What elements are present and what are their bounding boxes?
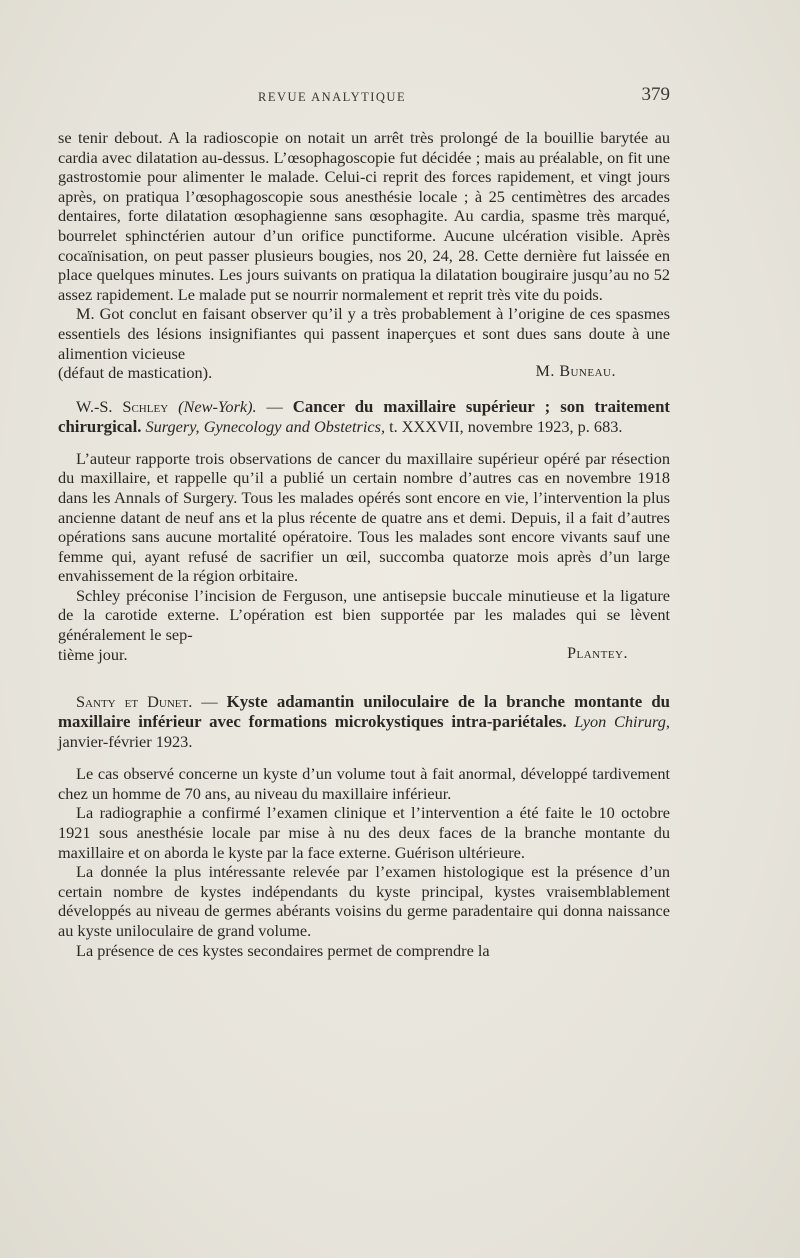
journal-ref: janvier-février 1923. (58, 732, 193, 752)
signature: Plantey. (567, 644, 628, 662)
dash: — (256, 396, 293, 416)
author-place: (New-York). (178, 396, 257, 416)
citation (58, 692, 670, 752)
paragraph-last-line: tième jour. (58, 644, 128, 664)
paragraph-last-line: (défaut de mastication). (58, 363, 213, 383)
journal-ref: t. XXXVII, novembre 1923, p. 683. (389, 416, 623, 436)
article-heading (58, 692, 670, 752)
page-number: 379 (641, 84, 670, 105)
citation (58, 397, 670, 437)
section-continuation (58, 128, 670, 383)
paragraph: La donnée la plus intéressante relevée par l’examen histologique est la présence d’un certain nombre de kystes indépendants du kyste principal, kystes vraisemblablement développés au niveau de germes abérants voisins du germe paradentaire qui donna naissance au kyste uniloculaire de grand volume. (58, 862, 670, 940)
signature-line (58, 363, 670, 383)
section-article-2 (58, 449, 670, 665)
dash: — (192, 692, 227, 712)
signature-line (58, 645, 670, 665)
paragraph: se tenir debout. A la radioscopie on notait un arrêt très prolongé de la bouillie barytée au cardia avec dilatation au-dessus. L’œsophagoscopie fut décidée ; mais au préalable, on fit une gastrostomie pour alimenter le malade. Celui-ci reprit des forces rapidement, et vingt jours après, on pratiqua l’œsophagoscopie sous anesthésie locale ; à 25 centimètres des arcades dentaires, forte dilatation œsophagienne sans œsophagite. Au cardia, spasme très marqué, bourrelet sphinctérien autour d’un orifice punctiforme. Aucune ulcération visible. Après cocaïnisation, on peut passer plusieurs bougies, nos 20, 24, 28. Cette dernière fut laissée en place quelques minutes. Les jours suivants on pratiqua la dilatation bougiraire jusqu’au no 52 assez rapidement. Le malade put se nourrir normalement et reprit très vite du poids. (58, 128, 670, 304)
paragraph: La radiographie a confirmé l’examen clinique et l’intervention a été faite le 10 octobre 1921 sous anesthésie locale par mise à nu des deux faces de la branche montante du maxillaire et on aborda le kyste par la face externe. Guérison ultérieure. (58, 803, 670, 862)
author-names: Santy et Dunet. (76, 692, 193, 712)
journal-name: Lyon Chirurg, (574, 712, 670, 732)
running-head: REVUE ANALYTIQUE (258, 90, 407, 104)
author-name: W.-S. Schley (76, 396, 169, 416)
page-body (58, 128, 670, 960)
article-title: Cancer du maxillaire supérieur ; son traitement chirurgical. (58, 396, 671, 436)
signature: M. Buneau. (535, 363, 616, 381)
article-title: Kyste adamantin uniloculaire de la branche montante du maxillaire inférieur avec formations microkystiques intra-pariétales. (58, 692, 671, 732)
paragraph: Le cas observé concerne un kyste d’un volume tout à fait anormal, développé tardivement chez un homme de 70 ans, au niveau du maxillaire inférieur. (58, 764, 670, 803)
paragraph: La présence de ces kystes secondaires permet de comprendre la (76, 940, 490, 960)
page-header (58, 86, 670, 110)
section-article-3 (58, 764, 670, 960)
journal-name: Surgery, Gynecology and Obstetrics, (145, 416, 386, 436)
paragraph: Schley préconise l’incision de Ferguson, une antisepsie buccale minutieuse et la ligature de la carotide externe. L’opération est bien supportée par les malades qui se lèvent généralement le sep- (58, 585, 670, 645)
paragraph: M. Got conclut en faisant observer qu’il y a très probablement à l’origine de ces spasmes essentiels des lésions insignifiantes qui passent inaperçues et sont dues sans doute à une alimention vicieuse (58, 304, 670, 363)
paragraph: L’auteur rapporte trois observations de cancer du maxillaire supérieur opéré par résection du maxillaire, et rappelle qu’il a publié un certain nombre d’autres cas en novembre 1918 dans les Annals of Surgery. Tous les malades opérés sont encore en vie, l’intervention la plus ancienne datant de neuf ans et la plus récente de quatre ans et demi. Depuis, il a fait d’autres opérations sans aucune mortalité opératoire. Tous les malades sont encore vivants sauf une femme qui, ayant refusé de sacrifier un œil, succomba quatorze mois après d’un large envahissement de la région orbitaire. (58, 448, 670, 586)
article-heading (58, 397, 670, 437)
